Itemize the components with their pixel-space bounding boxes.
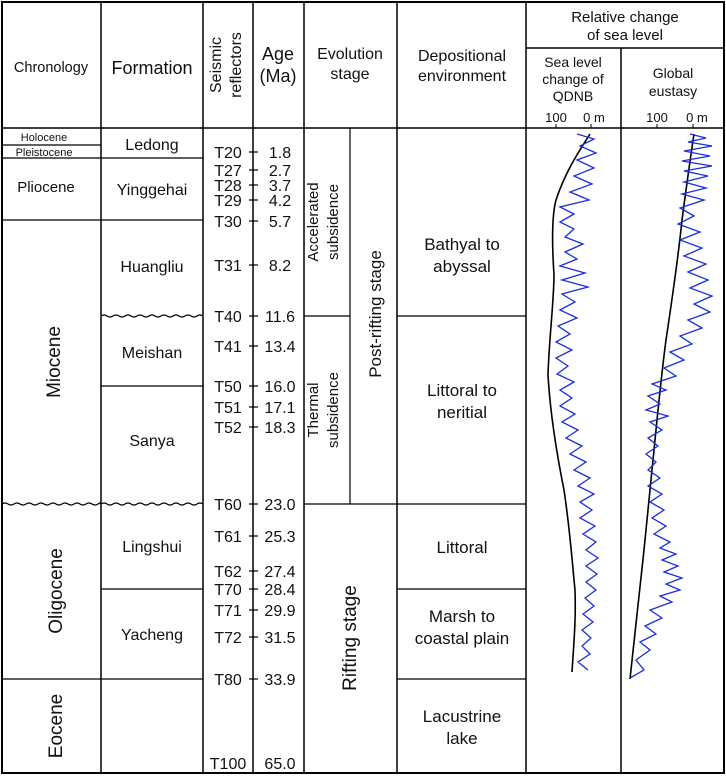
- age-label: 1.8: [268, 145, 292, 162]
- header-relative-line2: of sea level: [587, 27, 663, 44]
- age-label: 29.9: [264, 603, 296, 620]
- reflector-t70: T70: [214, 582, 242, 599]
- epoch-oligocene: Oligocene: [46, 548, 67, 634]
- reflector-t61: T61: [214, 529, 242, 546]
- header-evolution-line1: Evolution: [317, 46, 383, 63]
- epoch-pliocene: Pliocene: [17, 179, 75, 196]
- age-label: 8.2: [268, 258, 292, 275]
- eustasy-curve: [630, 134, 712, 678]
- header-seismic-line2: reflectors: [228, 32, 245, 98]
- env-littoral: Littoral: [436, 538, 488, 557]
- env-littoral-neritial-line1: Littoral to: [427, 381, 497, 400]
- age-label: 13.4: [264, 339, 296, 356]
- age-label: 4.2: [268, 193, 292, 210]
- qdnb-scale-100: 100: [545, 110, 567, 125]
- formation-yacheng: Yacheng: [121, 627, 183, 644]
- header-qdnb-line3: QDNB: [552, 88, 594, 104]
- header-age-line2: (Ma): [259, 66, 297, 86]
- age-label: 16.0: [264, 379, 296, 396]
- evo-thermal-line2: subsidence: [325, 372, 342, 448]
- header-eustasy-line1: Global: [652, 65, 694, 81]
- reflector-t71: T71: [214, 603, 242, 620]
- evo-accelerated-line2: subsidence: [325, 184, 342, 260]
- age-label: 25.3: [264, 529, 296, 546]
- formation-dividers: [101, 158, 203, 679]
- evo-post-rifting: Post-rifting stage: [366, 250, 385, 378]
- qdnb-sea-level-curve: [556, 134, 598, 670]
- header-chronology: Chronology: [13, 60, 89, 76]
- eustasy-scale-100: 100: [646, 110, 668, 125]
- age-label: 27.4: [264, 564, 296, 581]
- reflector-t62: T62: [214, 564, 242, 581]
- epoch-miocene: Miocene: [44, 326, 65, 398]
- age-label: 2.7: [268, 163, 292, 180]
- reflector-t80: T80: [214, 672, 242, 689]
- header-depositional-line2: environment: [417, 68, 507, 85]
- reflector-t51: T51: [214, 400, 242, 417]
- age-label: 18.3: [264, 420, 296, 437]
- age-label: 33.9: [264, 672, 296, 689]
- reflector-t40: T40: [214, 309, 242, 326]
- formation-huangliu: Huangliu: [120, 259, 184, 276]
- age-label: 23.0: [264, 497, 296, 514]
- reflector-t27: T27: [214, 163, 242, 180]
- header-age-line1: Age: [261, 44, 295, 64]
- header-seismic-line1: Seismic: [208, 36, 225, 94]
- env-marsh-line1: Marsh to: [428, 607, 496, 626]
- reflector-t50: T50: [214, 379, 242, 396]
- age-label: 28.4: [264, 582, 296, 599]
- age-label: 11.6: [265, 309, 295, 326]
- qdnb-scale-0: 0 m: [583, 110, 605, 125]
- header-evolution-line2: stage: [330, 66, 370, 83]
- reflector-t100: T100: [209, 756, 247, 773]
- reflector-t20: T20: [214, 145, 242, 162]
- formation-meishan: Meishan: [121, 345, 183, 362]
- reflector-t28: T28: [214, 178, 242, 195]
- epoch-eocene: Eocene: [46, 693, 67, 759]
- column-dividers: [2, 2, 724, 773]
- env-bathyal-line2: abyssal: [433, 257, 491, 276]
- reflector-t52: T52: [214, 420, 242, 437]
- formation-lingshui: Lingshui: [122, 539, 182, 556]
- evo-rifting: Rifting stage: [340, 585, 361, 691]
- reflector-t60: T60: [214, 497, 242, 514]
- reflector-t29: T29: [214, 193, 242, 210]
- outer-frame: [2, 2, 724, 773]
- age-label: 5.7: [268, 214, 292, 231]
- formation-sanya: Sanya: [129, 433, 175, 450]
- env-lacustrine-line1: Lacustrine: [422, 707, 502, 726]
- reflector-t30: T30: [214, 214, 242, 231]
- evo-thermal-line1: Thermal: [305, 382, 322, 438]
- epoch-holocene: Holocene: [20, 132, 68, 144]
- header-qdnb-line2: change of: [542, 71, 604, 87]
- epoch-pleistocene: Pleistocene: [15, 147, 73, 159]
- header-eustasy-line2: eustasy: [648, 83, 698, 99]
- reflector-t31: T31: [214, 258, 242, 275]
- header-qdnb-line1: Sea level: [544, 54, 602, 70]
- header-depositional-line1: Depositional: [417, 48, 507, 65]
- qdnb-longterm-curve: [548, 134, 590, 672]
- reflector-t41: T41: [214, 339, 242, 356]
- header-formation: Formation: [111, 58, 193, 78]
- env-lacustrine-line2: lake: [446, 729, 478, 748]
- reflector-t72: T72: [214, 630, 242, 647]
- age-label: 17.1: [264, 400, 296, 417]
- formation-yinggehai: Yinggehai: [116, 182, 188, 199]
- header-relative-line1: Relative change: [571, 9, 679, 26]
- evo-accelerated-line1: Accelerated: [305, 182, 322, 262]
- age-label: 65.0: [264, 756, 296, 773]
- eustasy-scale-0: 0 m: [686, 110, 708, 125]
- age-label: 31.5: [264, 630, 296, 647]
- formation-ledong: Ledong: [125, 137, 179, 154]
- env-bathyal-line1: Bathyal to: [424, 235, 500, 254]
- env-marsh-line2: coastal plain: [414, 629, 510, 648]
- age-label: 3.7: [268, 178, 292, 195]
- env-littoral-neritial-line2: neritial: [436, 403, 488, 422]
